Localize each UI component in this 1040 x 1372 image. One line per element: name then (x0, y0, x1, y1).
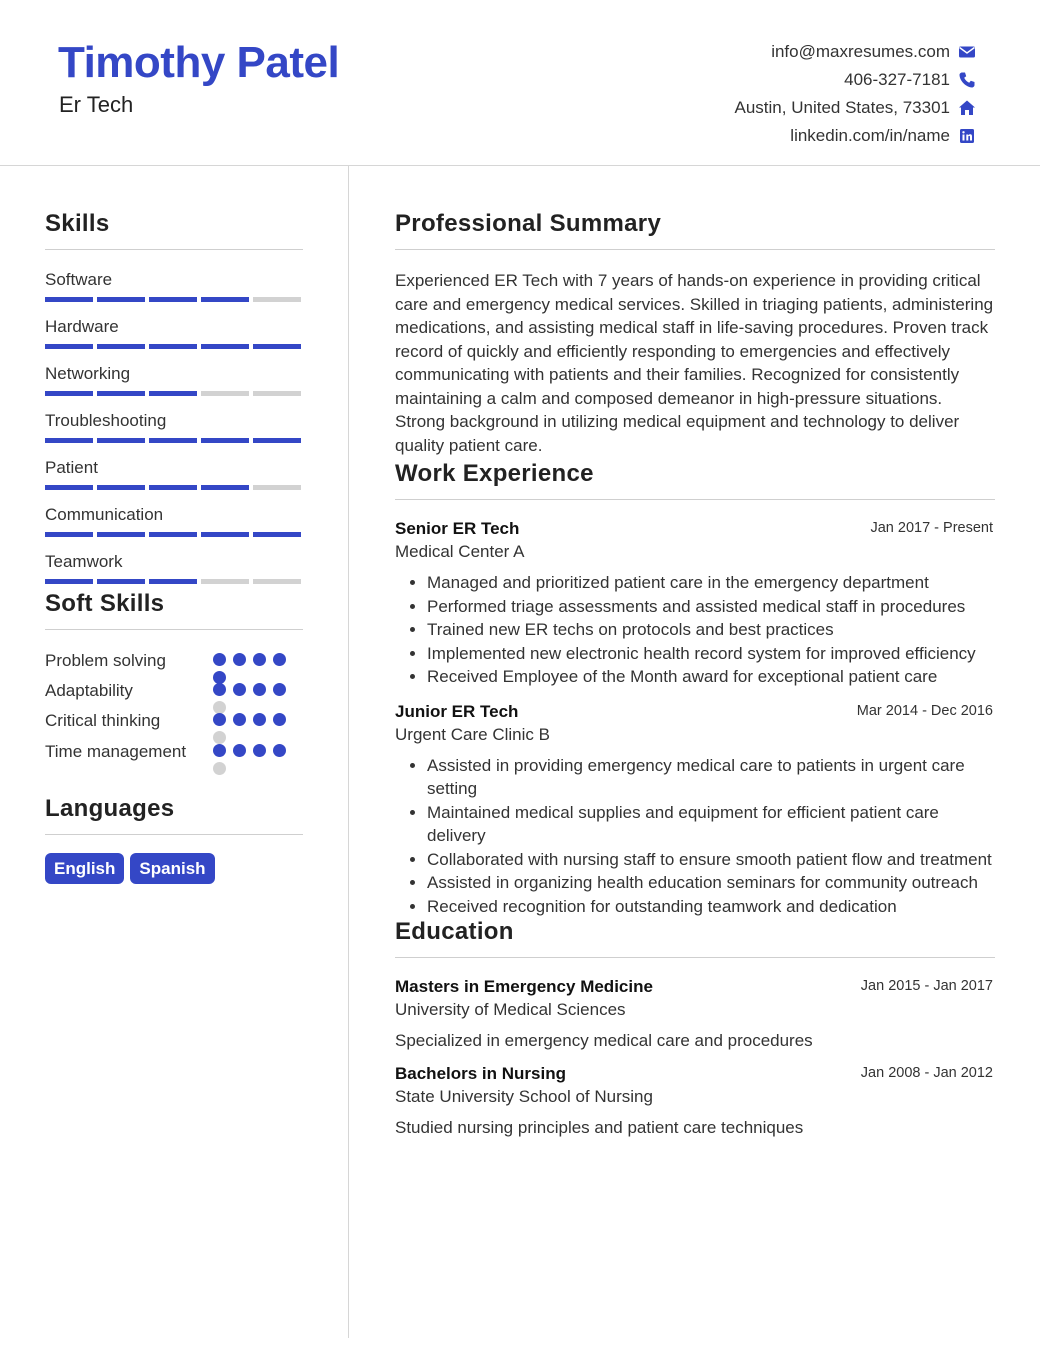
skill-level-segment (45, 485, 93, 490)
skill-level-bar (45, 438, 303, 443)
soft-skill-item (45, 709, 303, 740)
skill-level-segment (149, 344, 197, 349)
home-icon (958, 99, 976, 117)
language-tag: Spanish (130, 853, 214, 884)
skill-level-segment (201, 344, 249, 349)
list-item: • Trained new ER techs on protocols and best practices (427, 618, 995, 642)
education-title: Education (395, 918, 514, 945)
phone-icon (958, 71, 976, 89)
rating-dot (213, 683, 226, 696)
skill-level-segment (253, 485, 301, 490)
contact-phone[interactable] (735, 66, 976, 94)
skill-level-segment (201, 438, 249, 443)
skill-level-segment (97, 391, 145, 396)
skill-level-bar (45, 344, 303, 349)
section-divider (395, 499, 995, 500)
degree-title: Bachelors in Nursing (395, 1064, 566, 1083)
skill-level-segment (45, 532, 93, 537)
experience-title: Work Experience (395, 460, 594, 487)
candidate-role: Er Tech (59, 92, 134, 117)
skill-level-segment (97, 579, 145, 584)
skill-level-segment (149, 391, 197, 396)
envelope-icon (958, 43, 976, 61)
education-date: Jan 2008 - Jan 2012 (860, 1065, 993, 1081)
list-item: • Maintained medical supplies and equipment for efficient patient care delivery (427, 801, 995, 848)
soft-skills-title: Soft Skills (45, 590, 165, 617)
section-divider (45, 629, 303, 630)
rating-dot (253, 744, 266, 757)
skill-level-segment (253, 297, 301, 302)
summary-section (395, 210, 995, 457)
skill-level-segment (149, 297, 197, 302)
left-column (45, 210, 303, 884)
skill-level-segment (253, 532, 301, 537)
rating-dot (273, 683, 286, 696)
skill-level-segment (253, 579, 301, 584)
section-divider (45, 834, 303, 835)
rating-dot (213, 762, 226, 775)
list-item: • Managed and prioritized patient care in the emergency department (427, 571, 995, 595)
job-bullets (395, 571, 995, 689)
rating-dot (213, 653, 226, 666)
skill-level-segment (45, 297, 93, 302)
rating-dot (233, 653, 246, 666)
section-divider (395, 957, 995, 958)
experience-section (395, 460, 995, 918)
rating-dot (273, 713, 286, 726)
rating-dot (233, 713, 246, 726)
rating-dot (273, 744, 286, 757)
skill-level-segment (149, 579, 197, 584)
soft-skill-item (45, 740, 303, 786)
resume-header (0, 0, 1040, 166)
soft-skills-section (45, 590, 303, 786)
rating-dot (233, 744, 246, 757)
languages-section (45, 795, 303, 884)
education-entry (395, 1064, 995, 1138)
skills-section (45, 210, 303, 584)
skill-item (45, 551, 303, 584)
school-name: University of Medical Sciences (395, 1000, 626, 1019)
rating-dot (273, 653, 286, 666)
skill-level-segment (149, 485, 197, 490)
education-date: Jan 2015 - Jan 2017 (860, 978, 993, 994)
skill-level-segment (97, 297, 145, 302)
skill-level-segment (253, 438, 301, 443)
skill-level-segment (201, 485, 249, 490)
rating-dot (253, 683, 266, 696)
list-item: • Performed triage assessments and assisted medical staff in procedures (427, 595, 995, 619)
education-section (395, 918, 995, 1138)
skill-level-segment (97, 344, 145, 349)
contact-block (735, 38, 976, 150)
list-item: • Collaborated with nursing staff to ensure smooth patient flow and treatment (427, 848, 995, 872)
soft-skill-item (45, 649, 303, 679)
contact-address-text: Austin, United States, 73301 (734, 98, 950, 117)
job-title: Junior ER Tech (395, 701, 519, 721)
degree-title: Masters in Emergency Medicine (395, 977, 653, 996)
column-divider (348, 166, 349, 1338)
skill-item (45, 316, 303, 349)
rating-dot (253, 653, 266, 666)
skill-name: Troubleshooting (45, 411, 167, 430)
list-item: • Assisted in providing emergency medical care to patients in urgent care setting (427, 754, 995, 801)
languages-list (45, 853, 303, 884)
section-divider (395, 249, 995, 250)
skill-level-bar (45, 532, 303, 537)
education-entry (395, 977, 995, 1051)
skill-level-segment (45, 391, 93, 396)
list-item: • Received recognition for outstanding teamwork and dedication (427, 895, 995, 919)
job-date: Mar 2014 - Dec 2016 (856, 702, 993, 719)
skill-level-segment (253, 344, 301, 349)
skill-level-bar (45, 485, 303, 490)
soft-skill-rating (213, 679, 303, 709)
skill-level-segment (201, 391, 249, 396)
rating-dot (213, 744, 226, 757)
soft-skill-name: Critical thinking (45, 711, 161, 730)
skill-level-segment (201, 532, 249, 537)
skill-name: Teamwork (45, 552, 123, 571)
skill-item (45, 457, 303, 490)
skill-item (45, 363, 303, 396)
skill-item (45, 504, 303, 537)
skill-level-segment (149, 532, 197, 537)
skill-level-segment (97, 532, 145, 537)
rating-dot (213, 713, 226, 726)
skill-name: Networking (45, 364, 131, 383)
skills-list (45, 269, 303, 584)
contact-linkedin-text: linkedin.com/in/name (790, 126, 950, 145)
soft-skill-name: Adaptability (45, 681, 133, 700)
skill-level-segment (201, 579, 249, 584)
soft-skill-rating (213, 709, 303, 740)
skill-level-segment (45, 344, 93, 349)
rating-dot (233, 683, 246, 696)
summary-text: Experienced ER Tech with 7 years of hands-on experience in providing critical care and emergency medical services. Skilled in triaging patients, administering medications, and assisting medical staff in life-saving procedures. Proven track record of quickly and efficiently responding to emergencies and effectively communicating with patients and their families. Recognized for consistently maintaining a calm and composed demeanor in high-pressure situations. Strong background in utilizing medical equipment and technology to deliver quality patient care. (395, 271, 994, 455)
skill-level-bar (45, 391, 303, 396)
skill-level-bar (45, 579, 303, 584)
list-item: • Implemented new electronic health record system for improved efficiency (427, 642, 995, 666)
skill-level-segment (45, 438, 93, 443)
job-organization: Medical Center A (395, 542, 525, 561)
language-tag: English (45, 853, 124, 884)
skill-item (45, 410, 303, 443)
rating-dot (253, 713, 266, 726)
education-description: Studied nursing principles and patient care techniques (395, 1118, 804, 1137)
candidate-name: Timothy Patel (58, 38, 340, 87)
job-organization: Urgent Care Clinic B (395, 724, 550, 744)
skill-level-bar (45, 297, 303, 302)
job-title: Senior ER Tech (395, 519, 520, 538)
summary-title: Professional Summary (395, 210, 662, 237)
job-entry (395, 519, 995, 689)
skill-name: Patient (45, 458, 98, 477)
contact-linkedin[interactable] (735, 122, 976, 150)
soft-skills-list (45, 649, 303, 786)
skill-level-segment (253, 391, 301, 396)
job-date: Jan 2017 - Present (870, 520, 993, 536)
contact-address (735, 94, 976, 122)
soft-skill-name: Time management (45, 742, 187, 761)
section-divider (45, 249, 303, 250)
job-entry (395, 702, 995, 919)
soft-skill-rating (213, 740, 303, 786)
skill-level-segment (45, 579, 93, 584)
skill-level-segment (201, 297, 249, 302)
soft-skill-item (45, 679, 303, 709)
list-item: • Received Employee of the Month award for exceptional patient care (427, 665, 995, 689)
list-item: • Assisted in organizing health education seminars for community outreach (427, 871, 995, 895)
education-description: Specialized in emergency medical care and procedures (395, 1031, 813, 1050)
soft-skill-name: Problem solving (45, 651, 166, 670)
school-name: State University School of Nursing (395, 1087, 653, 1106)
skill-level-segment (149, 438, 197, 443)
right-column (395, 210, 995, 1138)
contact-email[interactable] (735, 38, 976, 66)
contact-email-text: info@maxresumes.com (771, 42, 950, 61)
job-bullets (395, 754, 995, 919)
skill-name: Communication (45, 505, 164, 524)
skill-name: Software (45, 270, 113, 289)
contact-phone-text: 406-327-7181 (844, 70, 950, 89)
skill-item (45, 269, 303, 302)
linkedin-icon (958, 127, 976, 145)
skill-name: Hardware (45, 317, 119, 336)
skills-title: Skills (45, 210, 110, 237)
languages-title: Languages (45, 795, 175, 822)
skill-level-segment (97, 438, 145, 443)
skill-level-segment (97, 485, 145, 490)
soft-skill-rating (213, 649, 303, 679)
